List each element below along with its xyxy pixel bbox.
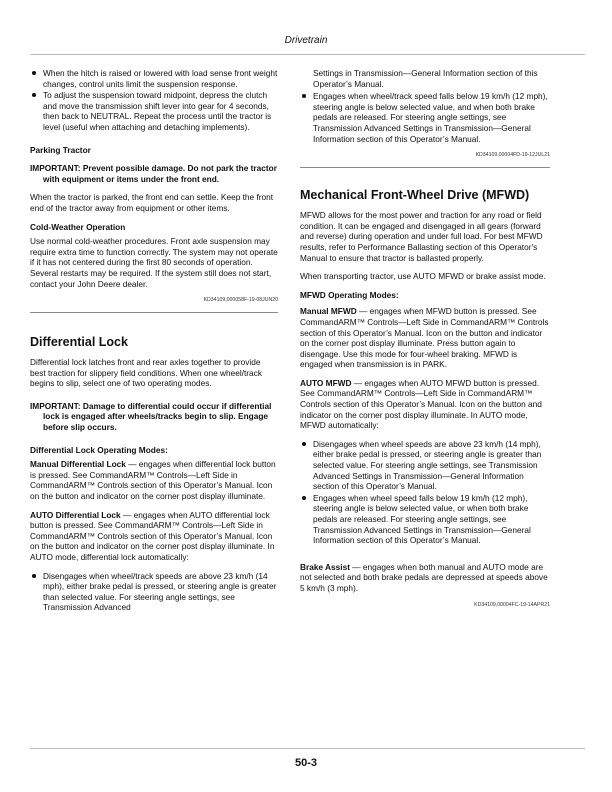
- bullet-icon: [32, 93, 36, 97]
- bullet-icon: [302, 496, 306, 500]
- page-number: 50-3: [294, 757, 318, 769]
- list-item: Disengages when wheel/track speeds are above 23 km/h (14 mph), either brake pedal is pressed, or steering angle is greater than selected value. For steering angle settings, see Transmission Advanced: [30, 571, 278, 613]
- differential-lock-title: Differential Lock: [30, 335, 128, 350]
- cold-weather-text: Use normal cold-weather procedures. Front axle suspension may require extra time to function correctly. The system may not operate if it has not centered during the first 80 seconds of operation. Several restarts may be required. If the system still does not start, contact your John Deere dealer.: [30, 236, 278, 289]
- mfwd-transport-text: When transporting tractor, use AUTO MFWD or brake assist mode.: [300, 271, 546, 282]
- right-column: [300, 68, 550, 617]
- manual-differential-lock-text: Manual Differential Lock — engages when differential lock button is pressed. See CommandARM™ Controls—Left Side in CommandARM™ Controls section of this Operator’s Manual. Icon on the button and indicator on the corner post display illuminate.: [30, 459, 276, 502]
- list-item: When the hitch is raised or lowered with load sense front weight changes, control units limit the suspension response.: [30, 68, 278, 89]
- cold-weather-heading: Cold-Weather Operation: [30, 221, 126, 232]
- header-rule: [30, 54, 585, 55]
- continued-bullet-list: [300, 91, 550, 144]
- auto-differential-lock-text: AUTO Differential Lock — engages when AUTO differential lock button is pressed. See CommandARM™ Controls—Left Side in CommandARM™ Controls section of this Operator’s Manual. Icon on the button and indicator on the corner post display illuminate. In AUTO mode, differential lock automatically:: [30, 509, 275, 562]
- document-code: KD34109,00004FC-19-14APR21: [474, 601, 550, 608]
- mfwd-text: MFWD allows for the most power and traction for any road or field condition. It can be engaged and disengaged in all gears (forward and reverse) during operation and under full load. For best MFWD results, refer to Performance Ballasting section of this Operator's Manual to ensure that tractor is ballasted properly.: [300, 210, 543, 263]
- suspension-bullet-list: [30, 68, 278, 133]
- list-item: Engages when wheel/track speed falls below 19 km/h (12 mph), steering angle is below selected value, and when both brake pedals are released. For steering angle settings, see Transmission Advanced Settings in Transmission—General Information section of this Operator’s Manual.: [300, 91, 550, 144]
- footer-rule: [30, 748, 585, 749]
- parking-important-note: IMPORTANT: Prevent possible damage. Do not park the tractor with equipment or items under the front end.: [30, 163, 277, 184]
- document-code: KD34109,000058F-19-08JUN20: [203, 297, 278, 304]
- list-item: Engages when wheel speed falls below 19 km/h (12 mph), steering angle is below selected value, or when both brake pedals are released. For steering angle settings, see Transmission Advanced Settings in Transmission—General Information section of this Operator’s Manual.: [300, 493, 550, 546]
- section-divider: [300, 167, 550, 168]
- auto-differential-bullet-list: [30, 571, 278, 613]
- differential-modes-heading: Differential Lock Operating Modes:: [30, 444, 168, 455]
- bullet-icon: [32, 574, 36, 578]
- running-header: Drivetrain: [284, 35, 328, 46]
- auto-mfwd-bullet-list: [300, 439, 550, 546]
- mfwd-title: Mechanical Front-Wheel Drive (MFWD): [300, 188, 530, 203]
- auto-mfwd-text: AUTO MFWD — engages when AUTO MFWD button is pressed. See CommandARM™ Controls—Left Side in CommandARM™ Controls section of this Operator’s Manual. Icon on the button and indicator on the corner post display illuminate. In AUTO mode, MFWD automatically:: [300, 377, 542, 431]
- document-code: KD34109,00004FD-19-12JUL21: [475, 152, 550, 159]
- parking-heading: Parking Tractor: [30, 144, 91, 155]
- left-column: [30, 68, 278, 621]
- bullet-icon: [302, 442, 306, 446]
- manual-mfwd-text: Manual MFWD — engages when MFWD button is pressed. See CommandARM™ Controls—Left Side in CommandARM™ Controls section of this Operator’s Manual. Icon on the button and indicator on the corner post display illuminate. Press button again to disengage. Use this mode for four-wheel braking. MFWD is engaged when transmission is in PARK.: [300, 306, 549, 370]
- brake-assist-text: Brake Assist — engages when both manual and AUTO mode are not selected and both brake pedals are depressed at speeds above 5 km/h (3 mph).: [300, 561, 548, 593]
- section-divider: [30, 312, 278, 313]
- mfwd-modes-heading: MFWD Operating Modes:: [300, 289, 399, 300]
- continued-text: Settings in Transmission—General Information section of this Operator’s Manual.: [313, 68, 538, 89]
- bullet-icon: [302, 94, 306, 98]
- differential-important-note: IMPORTANT: Damage to differential could occur if differential lock is engaged after wheels/tracks begin to slip. Engage before slip occurs.: [30, 400, 272, 433]
- differential-lock-text: Differential lock latches front and rear axles together to provide best traction for slippery field conditions. When one wheel/track begins to slip, select one of two operating modes.: [30, 357, 262, 389]
- list-item: To adjust the suspension toward midpoint, depress the clutch and move the transmission shift lever into gear for 4 seconds, then back to NEUTRAL. Repeat the process until the tractor is level (useful when attaching and detaching implements).: [30, 90, 278, 132]
- parking-text: When the tractor is parked, the front end can settle. Keep the front end of the tractor away from equipment or other items.: [30, 192, 274, 213]
- list-item: Disengages when wheel speeds are above 23 km/h (14 mph), either brake pedal is pressed, or steering angle is greater than selected value. For steering angle settings, see Transmission Advanced Settings in Transmission—General Information section of this Operator’s Manual.: [300, 439, 550, 492]
- bullet-icon: [32, 71, 36, 75]
